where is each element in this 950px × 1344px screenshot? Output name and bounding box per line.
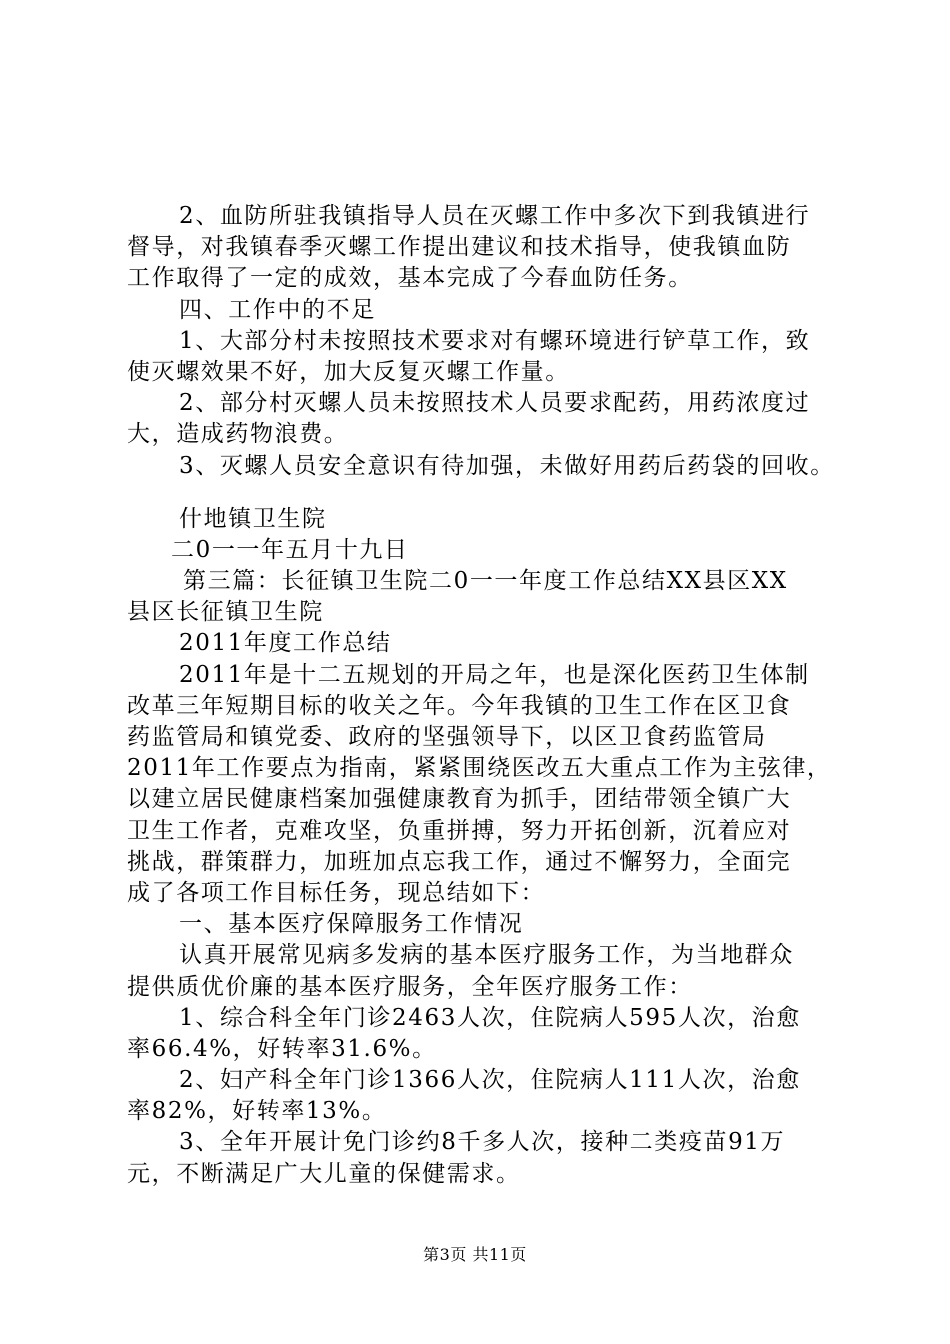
paragraph-line: 大，造成药物浪费。 xyxy=(127,421,349,448)
paragraph-line: 3、全年开展计免门诊约8千多人次，接种二类疫苗91万 xyxy=(179,1129,786,1156)
signature-date: 二0一一年五月十九日 xyxy=(171,536,409,563)
paragraph-line: 3、灭螺人员安全意识有待加强，未做好用药后药袋的回收。 xyxy=(179,452,835,479)
signature-organization: 什地镇卫生院 xyxy=(179,505,327,532)
paragraph-line: 2、血防所驻我镇指导人员在灭螺工作中多次下到我镇进行 xyxy=(179,203,811,229)
paragraph-line: 工作取得了一定的成效，基本完成了今春血防任务。 xyxy=(127,265,693,292)
paragraph-line: 元，不断满足广大儿童的保健需求。 xyxy=(127,1160,521,1187)
paragraph-line: 认真开展常见病多发病的基本医疗服务工作，为当地群众 xyxy=(179,942,794,969)
paragraph-line: 2、妇产科全年门诊1366人次，住院病人111人次，治愈 xyxy=(179,1067,801,1094)
chapter-title-line: 第三篇：长征镇卫生院二0一一年度工作总结XX县区XX xyxy=(183,568,788,595)
paragraph-line: 2011年工作要点为指南，紧紧围绕医改五大重点工作为主弦律， xyxy=(127,755,832,782)
paragraph-line: 督导，对我镇春季灭螺工作提出建议和技术指导，使我镇血防 xyxy=(127,234,792,261)
report-title: 2011年度工作总结 xyxy=(179,630,392,657)
paragraph-line: 药监管局和镇党委、政府的坚强领导下，以区卫食药监管局 xyxy=(127,724,767,750)
paragraph-line: 挑战，群策群力，加班加点忘我工作，通过不懈努力，全面完 xyxy=(127,848,792,875)
document-body xyxy=(127,201,837,1190)
chapter-title-line: 县区长征镇卫生院 xyxy=(127,599,324,626)
paragraph-line: 改革三年短期目标的收关之年。今年我镇的卫生工作在区卫食 xyxy=(127,692,792,719)
paragraph-line: 1、大部分村未按照技术要求对有螺环境进行铲草工作，致 xyxy=(179,327,811,354)
paragraph-line: 率66.4%，好转率31.6%。 xyxy=(127,1035,437,1062)
paragraph-line: 卫生工作者，克难攻坚，负重拼搏，努力开拓创新，沉着应对 xyxy=(127,817,792,844)
paragraph-line: 提供质优价廉的基本医疗服务，全年医疗服务工作： xyxy=(127,973,693,1000)
paragraph-line: 1、综合科全年门诊2463人次，住院病人595人次，治愈 xyxy=(179,1004,801,1031)
page-footer xyxy=(0,1242,950,1265)
section-heading: 一、基本医疗保障服务工作情况 xyxy=(179,911,524,938)
paragraph-line: 2011年是十二五规划的开局之年，也是深化医药卫生体制 xyxy=(179,661,810,688)
paragraph-line: 使灭螺效果不好，加大反复灭螺工作量。 xyxy=(127,358,570,385)
page-number: 第3页 共11页 xyxy=(423,1245,527,1264)
section-heading: 四、工作中的不足 xyxy=(179,296,376,323)
paragraph-line: 成了各项工作目标任务，现总结如下： xyxy=(127,879,546,906)
paragraph-line: 2、部分村灭螺人员未按照技术人员要求配药，用药浓度过 xyxy=(179,390,811,417)
paragraph-gap xyxy=(127,482,837,504)
paragraph-line: 以建立居民健康档案加强健康教育为抓手，团结带领全镇广大 xyxy=(127,786,792,813)
paragraph-line: 率82%，好转率13%。 xyxy=(127,1098,387,1125)
